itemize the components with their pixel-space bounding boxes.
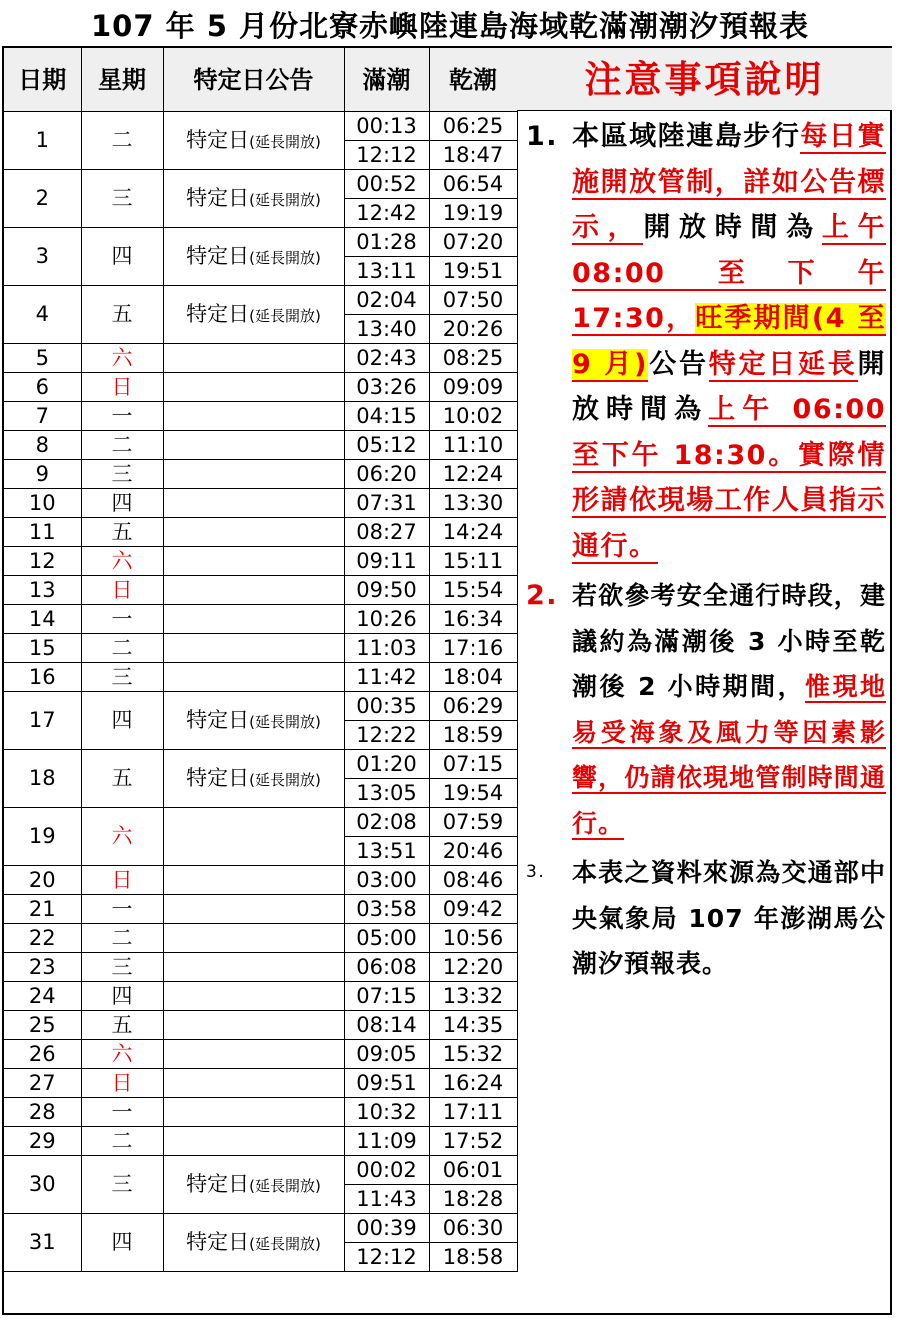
low-tide-cell: 11:10 <box>429 431 517 460</box>
low-tide-cell: 14:35 <box>429 1011 517 1040</box>
date-cell: 31 <box>4 1214 81 1272</box>
date-cell: 28 <box>4 1098 81 1127</box>
special-day-note: (延長開放) <box>249 249 321 267</box>
high-tide-cell: 13:51 <box>344 837 429 866</box>
weekday-cell: 五 <box>81 1011 163 1040</box>
note-item <box>520 573 892 846</box>
high-tide-cell: 01:28 <box>344 228 429 257</box>
weekday-cell: 三 <box>81 1156 163 1214</box>
weekday-cell: 三 <box>81 460 163 489</box>
table-row <box>4 895 517 924</box>
high-tide-cell: 08:14 <box>344 1011 429 1040</box>
high-tide-cell: 13:40 <box>344 315 429 344</box>
date-cell: 22 <box>4 924 81 953</box>
high-tide-cell: 04:15 <box>344 402 429 431</box>
special-day-label: 特定日 <box>186 302 250 326</box>
low-tide-cell: 06:01 <box>429 1156 517 1185</box>
weekday-cell: 二 <box>81 431 163 460</box>
table-row <box>4 286 517 315</box>
notes-panel <box>520 114 892 987</box>
special-day-cell <box>163 808 344 866</box>
high-tide-cell: 10:32 <box>344 1098 429 1127</box>
low-tide-cell: 18:59 <box>429 721 517 750</box>
note-text: 本表之資料來源為交通部中央氣象局 107 年澎湖馬公潮汐預報表。 <box>572 858 886 978</box>
date-cell: 17 <box>4 692 81 750</box>
header-weekday: 星期 <box>81 48 163 112</box>
high-tide-cell: 03:26 <box>344 373 429 402</box>
low-tide-cell: 19:54 <box>429 779 517 808</box>
high-tide-cell: 07:15 <box>344 982 429 1011</box>
special-day-cell <box>163 518 344 547</box>
special-day-note: (延長開放) <box>249 191 321 209</box>
special-day-cell <box>163 547 344 576</box>
table-row <box>4 576 517 605</box>
low-tide-cell: 18:58 <box>429 1243 517 1272</box>
special-day-cell <box>163 1098 344 1127</box>
note-item <box>520 850 892 987</box>
weekday-cell: 六 <box>81 808 163 866</box>
header-date: 日期 <box>4 48 81 112</box>
high-tide-cell: 12:12 <box>344 141 429 170</box>
date-cell: 16 <box>4 663 81 692</box>
date-cell: 9 <box>4 460 81 489</box>
date-cell: 13 <box>4 576 81 605</box>
table-row <box>4 692 517 721</box>
low-tide-cell: 12:20 <box>429 953 517 982</box>
table-row <box>4 750 517 779</box>
special-day-cell <box>163 489 344 518</box>
note-number: 3. <box>526 862 546 882</box>
low-tide-cell: 13:32 <box>429 982 517 1011</box>
low-tide-cell: 15:11 <box>429 547 517 576</box>
high-tide-cell: 13:11 <box>344 257 429 286</box>
table-row <box>4 982 517 1011</box>
weekday-cell: 二 <box>81 634 163 663</box>
weekday-cell: 六 <box>81 547 163 576</box>
high-tide-cell: 10:26 <box>344 605 429 634</box>
special-day-cell <box>163 663 344 692</box>
note-text: 開放時間為 <box>643 212 822 243</box>
high-tide-cell: 06:20 <box>344 460 429 489</box>
date-cell: 2 <box>4 170 81 228</box>
special-day-note: (延長開放) <box>249 133 321 151</box>
high-tide-cell: 11:43 <box>344 1185 429 1214</box>
weekday-cell: 二 <box>81 924 163 953</box>
table-row <box>4 605 517 634</box>
weekday-cell: 六 <box>81 1040 163 1069</box>
special-day-label: 特定日 <box>186 186 250 210</box>
special-day-cell <box>163 402 344 431</box>
tide-sheet <box>2 46 892 1315</box>
date-cell: 7 <box>4 402 81 431</box>
special-day-cell <box>163 460 344 489</box>
table-row <box>4 663 517 692</box>
date-cell: 30 <box>4 1156 81 1214</box>
special-day-cell <box>163 1040 344 1069</box>
table-row <box>4 518 517 547</box>
note-item <box>520 114 892 569</box>
table-row <box>4 1214 517 1243</box>
special-day-note: (延長開放) <box>249 713 321 731</box>
weekday-cell: 三 <box>81 170 163 228</box>
weekday-cell: 一 <box>81 402 163 431</box>
low-tide-cell: 19:51 <box>429 257 517 286</box>
high-tide-cell: 06:08 <box>344 953 429 982</box>
table-row <box>4 228 517 257</box>
table-row <box>4 344 517 373</box>
special-day-cell <box>163 431 344 460</box>
high-tide-cell: 03:00 <box>344 866 429 895</box>
weekday-cell: 四 <box>81 1214 163 1272</box>
special-day-note: (延長開放) <box>249 307 321 325</box>
special-day-cell <box>163 170 344 228</box>
low-tide-cell: 09:09 <box>429 373 517 402</box>
note-emphasis: 每日實施開放管制，詳如公告標示， <box>572 121 887 243</box>
weekday-cell: 四 <box>81 228 163 286</box>
high-tide-cell: 09:50 <box>344 576 429 605</box>
low-tide-cell: 18:47 <box>429 141 517 170</box>
date-cell: 20 <box>4 866 81 895</box>
low-tide-cell: 19:19 <box>429 199 517 228</box>
low-tide-cell: 12:24 <box>429 460 517 489</box>
special-day-cell <box>163 866 344 895</box>
low-tide-cell: 07:59 <box>429 808 517 837</box>
table-row <box>4 489 517 518</box>
high-tide-cell: 02:04 <box>344 286 429 315</box>
low-tide-cell: 10:02 <box>429 402 517 431</box>
table-row <box>4 1011 517 1040</box>
table-row <box>4 808 517 837</box>
special-day-cell <box>163 286 344 344</box>
date-cell: 26 <box>4 1040 81 1069</box>
low-tide-cell: 15:32 <box>429 1040 517 1069</box>
date-cell: 8 <box>4 431 81 460</box>
low-tide-cell: 06:29 <box>429 692 517 721</box>
table-row <box>4 1069 517 1098</box>
note-number: 2. <box>526 580 559 611</box>
special-day-cell <box>163 112 344 170</box>
high-tide-cell: 03:58 <box>344 895 429 924</box>
low-tide-cell: 16:24 <box>429 1069 517 1098</box>
weekday-cell: 一 <box>81 895 163 924</box>
special-day-cell <box>163 924 344 953</box>
high-tide-cell: 11:42 <box>344 663 429 692</box>
table-row <box>4 1127 517 1156</box>
high-tide-cell: 11:09 <box>344 1127 429 1156</box>
weekday-cell: 六 <box>81 344 163 373</box>
high-tide-cell: 02:08 <box>344 808 429 837</box>
note-text: 開放時間為 <box>572 348 887 425</box>
table-row <box>4 924 517 953</box>
date-cell: 25 <box>4 1011 81 1040</box>
table-row <box>4 547 517 576</box>
high-tide-cell: 00:52 <box>344 170 429 199</box>
weekday-cell: 四 <box>81 982 163 1011</box>
special-day-cell <box>163 373 344 402</box>
special-day-cell <box>163 576 344 605</box>
weekday-cell: 日 <box>81 576 163 605</box>
weekday-cell: 五 <box>81 518 163 547</box>
special-day-cell <box>163 750 344 808</box>
low-tide-cell: 15:54 <box>429 576 517 605</box>
special-day-cell <box>163 344 344 373</box>
weekday-cell: 二 <box>81 1127 163 1156</box>
low-tide-cell: 06:54 <box>429 170 517 199</box>
date-cell: 11 <box>4 518 81 547</box>
note-body <box>572 114 886 569</box>
header-high-tide: 滿潮 <box>344 48 429 112</box>
high-tide-cell: 12:42 <box>344 199 429 228</box>
note-body <box>572 850 886 987</box>
low-tide-cell: 17:52 <box>429 1127 517 1156</box>
high-tide-cell: 09:11 <box>344 547 429 576</box>
table-row <box>4 634 517 663</box>
date-cell: 1 <box>4 112 81 170</box>
date-cell: 15 <box>4 634 81 663</box>
low-tide-cell: 18:28 <box>429 1185 517 1214</box>
low-tide-cell: 18:04 <box>429 663 517 692</box>
weekday-cell: 四 <box>81 489 163 518</box>
weekday-cell: 一 <box>81 1098 163 1127</box>
high-tide-cell: 00:02 <box>344 1156 429 1185</box>
table-row <box>4 1156 517 1185</box>
weekday-cell: 五 <box>81 750 163 808</box>
table-row <box>4 431 517 460</box>
special-day-cell <box>163 1156 344 1214</box>
weekday-cell: 三 <box>81 953 163 982</box>
special-day-cell <box>163 1214 344 1272</box>
low-tide-cell: 14:24 <box>429 518 517 547</box>
low-tide-cell: 16:34 <box>429 605 517 634</box>
special-day-cell <box>163 692 344 750</box>
special-day-cell <box>163 953 344 982</box>
weekday-cell: 四 <box>81 692 163 750</box>
special-day-cell <box>163 1127 344 1156</box>
high-tide-cell: 07:31 <box>344 489 429 518</box>
low-tide-cell: 17:11 <box>429 1098 517 1127</box>
high-tide-cell: 01:20 <box>344 750 429 779</box>
date-cell: 21 <box>4 895 81 924</box>
date-cell: 6 <box>4 373 81 402</box>
high-tide-cell: 00:13 <box>344 112 429 141</box>
high-tide-cell: 05:12 <box>344 431 429 460</box>
low-tide-cell: 17:16 <box>429 634 517 663</box>
weekday-cell: 日 <box>81 373 163 402</box>
note-text: 若欲參考安全通行時段，建議約為滿潮後 3 小時至乾潮後 2 小時期間， <box>572 581 886 701</box>
note-emphasis: 惟現地易受海象及風力等因素影響，仍請依現地管制時間通行。 <box>572 672 886 838</box>
weekday-cell: 一 <box>81 605 163 634</box>
date-cell: 29 <box>4 1127 81 1156</box>
notes-heading: 注意事項說明 <box>517 48 892 111</box>
high-tide-cell: 12:22 <box>344 721 429 750</box>
date-cell: 5 <box>4 344 81 373</box>
table-row <box>4 402 517 431</box>
table-row <box>4 1098 517 1127</box>
tide-table <box>4 48 518 1272</box>
special-day-label: 特定日 <box>186 1230 250 1254</box>
date-cell: 12 <box>4 547 81 576</box>
date-cell: 23 <box>4 953 81 982</box>
header-low-tide: 乾潮 <box>429 48 517 112</box>
high-tide-cell: 05:00 <box>344 924 429 953</box>
date-cell: 24 <box>4 982 81 1011</box>
low-tide-cell: 08:25 <box>429 344 517 373</box>
special-day-label: 特定日 <box>186 766 250 790</box>
date-cell: 27 <box>4 1069 81 1098</box>
special-day-label: 特定日 <box>186 244 250 268</box>
special-day-cell <box>163 1069 344 1098</box>
note-number: 1. <box>526 121 559 152</box>
low-tide-cell: 07:20 <box>429 228 517 257</box>
high-tide-cell: 13:05 <box>344 779 429 808</box>
date-cell: 18 <box>4 750 81 808</box>
table-row <box>4 170 517 199</box>
low-tide-cell: 08:46 <box>429 866 517 895</box>
special-day-note: (延長開放) <box>249 1235 321 1253</box>
date-cell: 19 <box>4 808 81 866</box>
special-day-label: 特定日 <box>186 708 250 732</box>
page-title: 107 年 5 月份北寮赤嶼陸連島海域乾滿潮潮汐預報表 <box>90 9 809 43</box>
special-day-label: 特定日 <box>186 128 250 152</box>
low-tide-cell: 07:50 <box>429 286 517 315</box>
date-cell: 4 <box>4 286 81 344</box>
date-cell: 3 <box>4 228 81 286</box>
special-day-note: (延長開放) <box>249 1177 321 1195</box>
table-row <box>4 112 517 141</box>
low-tide-cell: 06:25 <box>429 112 517 141</box>
special-day-cell <box>163 605 344 634</box>
note-emphasis: 特定日延長 <box>708 348 858 380</box>
high-tide-cell: 09:51 <box>344 1069 429 1098</box>
high-tide-cell: 00:39 <box>344 1214 429 1243</box>
weekday-cell: 三 <box>81 663 163 692</box>
low-tide-cell: 20:26 <box>429 315 517 344</box>
special-day-note: (延長開放) <box>249 771 321 789</box>
special-day-cell <box>163 634 344 663</box>
low-tide-cell: 06:30 <box>429 1214 517 1243</box>
high-tide-cell: 11:03 <box>344 634 429 663</box>
special-day-cell <box>163 982 344 1011</box>
note-text: 本區域陸連島步行 <box>572 121 801 152</box>
note-text: 公告 <box>648 348 709 380</box>
low-tide-cell: 20:46 <box>429 837 517 866</box>
special-day-cell <box>163 895 344 924</box>
table-header-row <box>4 48 517 112</box>
note-emphasis: 上午 08:00 至下午 17:30， <box>572 212 886 334</box>
date-cell: 14 <box>4 605 81 634</box>
high-tide-cell: 00:35 <box>344 692 429 721</box>
low-tide-cell: 13:30 <box>429 489 517 518</box>
weekday-cell: 日 <box>81 1069 163 1098</box>
high-tide-cell: 02:43 <box>344 344 429 373</box>
low-tide-cell: 09:42 <box>429 895 517 924</box>
special-day-label: 特定日 <box>186 1172 250 1196</box>
tide-table-body <box>4 112 517 1272</box>
table-row <box>4 953 517 982</box>
high-tide-cell: 12:12 <box>344 1243 429 1272</box>
table-row <box>4 373 517 402</box>
weekday-cell: 五 <box>81 286 163 344</box>
special-day-cell <box>163 228 344 286</box>
table-row <box>4 460 517 489</box>
table-row <box>4 866 517 895</box>
header-special: 特定日公告 <box>163 48 344 112</box>
low-tide-cell: 07:15 <box>429 750 517 779</box>
note-body <box>572 573 886 846</box>
date-cell: 10 <box>4 489 81 518</box>
table-row <box>4 1040 517 1069</box>
high-tide-cell: 08:27 <box>344 518 429 547</box>
high-tide-cell: 09:05 <box>344 1040 429 1069</box>
note-emphasis: 上午 06:00 至下午 18:30。實際情形請依現場工作人員指示通行。 <box>572 394 887 562</box>
low-tide-cell: 10:56 <box>429 924 517 953</box>
weekday-cell: 二 <box>81 112 163 170</box>
note-emphasis: 旺季期間(4 至 9 月) <box>572 303 886 380</box>
special-day-cell <box>163 1011 344 1040</box>
weekday-cell: 日 <box>81 866 163 895</box>
